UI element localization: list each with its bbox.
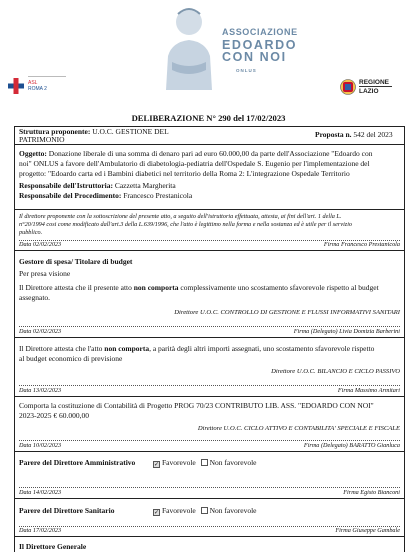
bilancio-date: Data 13/02/2023: [19, 387, 62, 394]
favorevole-label: Favorevole: [162, 458, 196, 467]
parere-amministrativo-date: Data 14/02/2023: [19, 489, 62, 496]
favorevole-checkbox[interactable]: ✓: [154, 509, 160, 516]
budget-signature: Firma (Delegato) Livia Domizia Barberini: [293, 328, 400, 335]
budget-director: Direttore U.O.C. CONTROLLO DI GESTIONE E FLUSSI INFORMATIVI SANITARI: [174, 309, 400, 316]
parere-sanitario-signature: Firma Giuseppe Gambale: [335, 527, 400, 534]
attestazione-line1: Il direttore proponente con la sottoscrizione del presente atto, a seguito dell'istruttoria effettuata, attesta, ai fini dell'art. 1 della L.: [19, 213, 342, 220]
budget-line2: assegnato.: [19, 293, 51, 302]
non-favorevole-checkbox[interactable]: [201, 507, 208, 514]
favorevole-label: Favorevole: [162, 506, 196, 515]
favorevole-checkbox[interactable]: ✓: [154, 461, 160, 468]
oggetto-line2: noi" ONLUS a favore dell'Ambulatorio di diabetologia-pediatria dell'Ospedale S. Eugenio per l'implementazione del: [19, 159, 370, 168]
contabilita-signature: Firma (Delegato) BARATTO Gianluca: [303, 442, 400, 449]
direttore-generale-title: Il Direttore Generale: [19, 542, 87, 551]
oggetto-line1: Oggetto: Donazione liberale di una somma di denaro pari ad euro 60.000,00 da parte dell'Associazione "Edoardo con: [19, 149, 373, 158]
asl-name: ASL ROMA 2: [28, 80, 47, 92]
procedimento-responsible: Responsabile del Procedimento: Francesco Prestanicola: [19, 191, 193, 200]
signature-divider: [19, 440, 400, 441]
proposta-number: Proposta n. 542 del 2023: [315, 130, 393, 139]
attestazione-line3: pubblico.: [19, 229, 43, 236]
budget-title: Gestore di spesa/ Titolare di budget: [19, 257, 133, 266]
direttore-generale-section: [15, 537, 404, 552]
budget-visione: Per presa visione: [19, 269, 71, 278]
parere-amministrativo-section: [15, 452, 404, 499]
contabilita-director: Direttore U.O.C. CICLO ATTIVO E CONTABILITA' SPECIALE E FISCALE: [197, 425, 400, 432]
oggetto-section: [15, 145, 404, 210]
association-line2: EDOARDO: [222, 38, 298, 52]
parere-amministrativo-signature: Firma Egisto Bianconi: [343, 489, 400, 496]
asl-cross-icon: [8, 78, 24, 94]
bilancio-signature: Firma Massimo Armitari: [337, 387, 400, 394]
signature-divider: [19, 487, 400, 488]
attestazione-date: Data 02/02/2023: [19, 241, 62, 248]
bilancio-director: Direttore U.O.C. BILANCIO E CICLO PASSIVO: [271, 368, 400, 375]
child-silhouette-icon: [158, 0, 218, 90]
association-name: [222, 26, 298, 77]
parere-amministrativo-title: Parere del Direttore Amministrativo: [19, 458, 136, 467]
attestazione-section: [15, 210, 404, 251]
struttura-line1: Struttura proponente: U.O.C. GESTIONE DEL: [19, 127, 169, 136]
parere-sanitario-title: Parere del Direttore Sanitario: [19, 506, 115, 515]
non-favorevole-label: Non favorevole: [209, 506, 257, 515]
association-line4: ONLUS: [236, 68, 257, 73]
association-line1: ASSOCIAZIONE: [222, 27, 298, 37]
budget-date: Data 02/02/2023: [19, 328, 62, 335]
bilancio-section: [15, 338, 404, 397]
parere-sanitario-section: [15, 499, 404, 537]
contabilita-date: Data 10/02/2023: [19, 442, 62, 449]
parere-sanitario-options: [153, 506, 256, 516]
contabilita-line1: Comporta la costituzione di Contabilità di Progetto PROG 70/23 CONTRIBUTO LIB. ASS. "EDOARDO CON NOI": [19, 401, 374, 410]
lazio-emblem-icon: [340, 79, 356, 95]
deliberation-form: [14, 126, 405, 552]
istruttoria-responsible: Responsabile dell'Istruttoria: Cazzetta Margherita: [19, 181, 176, 190]
attestazione-line2: n°20/1994 cosi come modificato dall'art.3 della L.639/1996, che l'atto è legittimo nella forma e nella sostanza ed è utile per il servizio: [19, 221, 353, 228]
asl-logo: [6, 76, 76, 96]
attestazione-signature: Firma Francesco Prestanicola: [323, 241, 400, 248]
signature-divider: [19, 385, 400, 386]
oggetto-line3: progetto: "Edoardo carta ed i Bambini diabetici nel territorio della Roma 2: L'integrazione Ospedale Territorio: [19, 169, 350, 178]
deliberation-title: DELIBERAZIONE N° 290 del 17/02/2023: [131, 113, 286, 123]
regione-lazio-logo: [340, 79, 412, 95]
asl-divider: [28, 76, 66, 77]
association-line3: CON NOI: [222, 50, 287, 64]
budget-line1: Il Direttore attesta che il presente atto non comporta complessivamente uno scostamento sfavorevole rispetto al budget: [19, 283, 379, 292]
signature-divider: [19, 326, 400, 327]
non-favorevole-checkbox[interactable]: [201, 459, 208, 466]
bilancio-line2: al budget economico di previsione: [19, 354, 123, 363]
struttura-line2: PATRIMONIO: [19, 135, 65, 144]
region-divider: [359, 86, 392, 87]
parere-sanitario-date: Data 17/02/2023: [19, 527, 62, 534]
budget-section: [15, 251, 404, 338]
contabilita-line2: 2023-2025 € 60.000,00: [19, 411, 89, 420]
bilancio-line1: Il Direttore attesta che l'atto non comporta, a parità degli altri importi assegnati, uno scostamento sfavorevole rispetto: [19, 344, 375, 353]
struttura-section: [15, 127, 404, 145]
parere-amministrativo-options: [153, 458, 256, 468]
region-name: REGIONE LAZIO: [359, 79, 389, 95]
contabilita-section: [15, 397, 404, 452]
non-favorevole-label: Non favorevole: [209, 458, 257, 467]
association-logo: [150, 0, 300, 92]
